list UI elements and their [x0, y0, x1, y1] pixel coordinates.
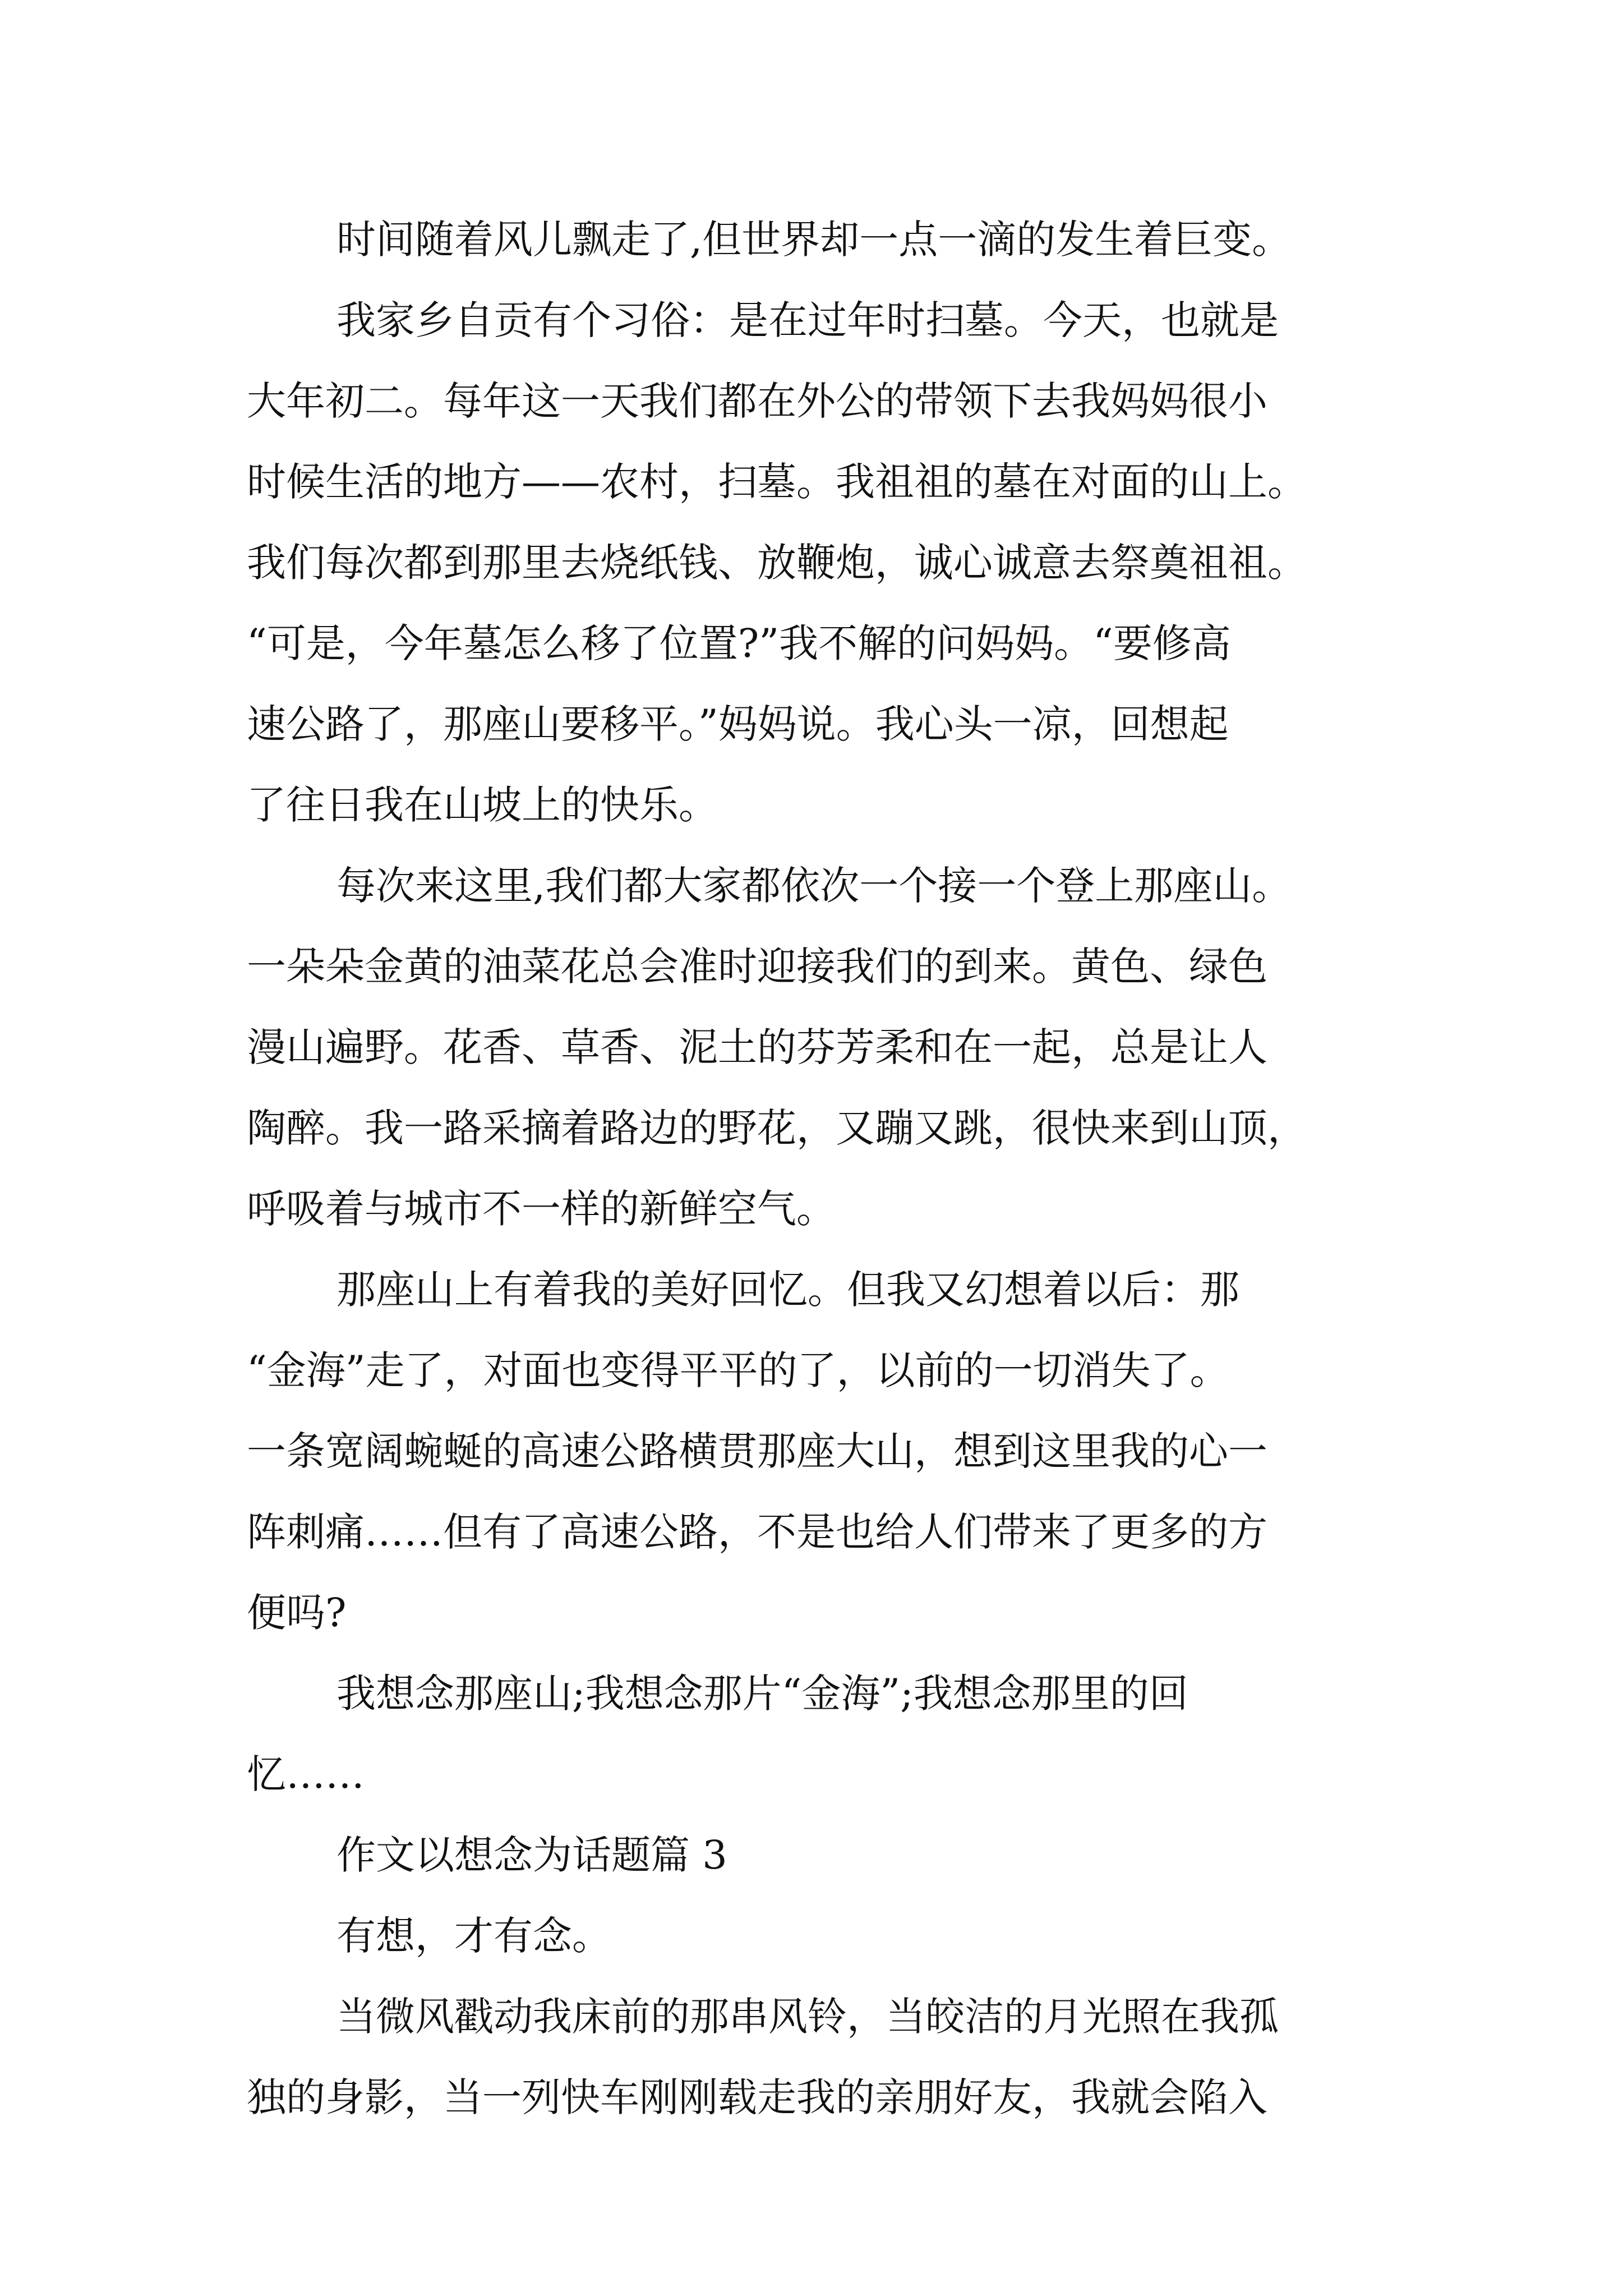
text-line: 速公路了，那座山要移平。”妈妈说。我心头一凉，回想起 [247, 701, 1229, 747]
text-line: “可是，今年墓怎么移了位置?”我不解的问妈妈。“要修高 [247, 620, 1231, 666]
text-line: 有想，才有念。 [336, 1913, 611, 1959]
text-line: 我想念那座山;我想念那片“金海”;我想念那里的回 [336, 1671, 1188, 1717]
text-line: 忆…… [247, 1751, 365, 1797]
text-line: 一条宽阔蜿蜒的高速公路横贯那座大山，想到这里我的心一 [247, 1428, 1267, 1474]
text-line: 独的身影，当一列快车刚刚载走我的亲朋好友，我就会陷入 [247, 2074, 1267, 2120]
text-line: “金海”走了，对面也变得平平的了，以前的一切消失了。 [247, 1347, 1229, 1393]
text-line: 陶醉。我一路采摘着路边的野花，又蹦又跳，很快来到山顶， [247, 1105, 1307, 1151]
text-line: 了往日我在山坡上的快乐。 [247, 782, 718, 828]
text-line: 大年初二。每年这一天我们都在外公的带领下去我妈妈很小 [247, 378, 1267, 424]
text-line: 一朵朵金黄的油菜花总会准时迎接我们的到来。黄色、绿色 [247, 944, 1267, 990]
essay-body [247, 199, 1391, 2138]
text-line: 呼吸着与城市不一样的新鲜空气。 [247, 1186, 836, 1232]
text-line: 那座山上有着我的美好回忆。但我又幻想着以后：那 [336, 1267, 1239, 1313]
text-line: 当微风戳动我床前的那串风铃，当皎洁的月光照在我孤 [336, 1994, 1279, 2040]
text-line: 我家乡自贡有个习俗：是在过年时扫墓。今天，也就是 [336, 297, 1279, 343]
section-heading: 作文以想念为话题篇 3 [336, 1832, 727, 1878]
text-line: 漫山遍野。花香、草香、泥土的芬芳柔和在一起，总是让人 [247, 1024, 1267, 1070]
text-line: 便吗? [247, 1590, 347, 1636]
text-line: 阵刺痛……但有了高速公路，不是也给人们带来了更多的方 [247, 1509, 1267, 1555]
text-line: 时候生活的地方——农村，扫墓。我祖祖的墓在对面的山上。 [247, 459, 1307, 505]
text-line: 我们每次都到那里去烧纸钱、放鞭炮，诚心诚意去祭奠祖祖。 [247, 540, 1307, 586]
text-line: 每次来这里,我们都大家都依次一个接一个登上那座山。 [336, 863, 1292, 909]
text-line: 时间随着风儿飘走了,但世界却一点一滴的发生着巨变。 [336, 217, 1292, 263]
